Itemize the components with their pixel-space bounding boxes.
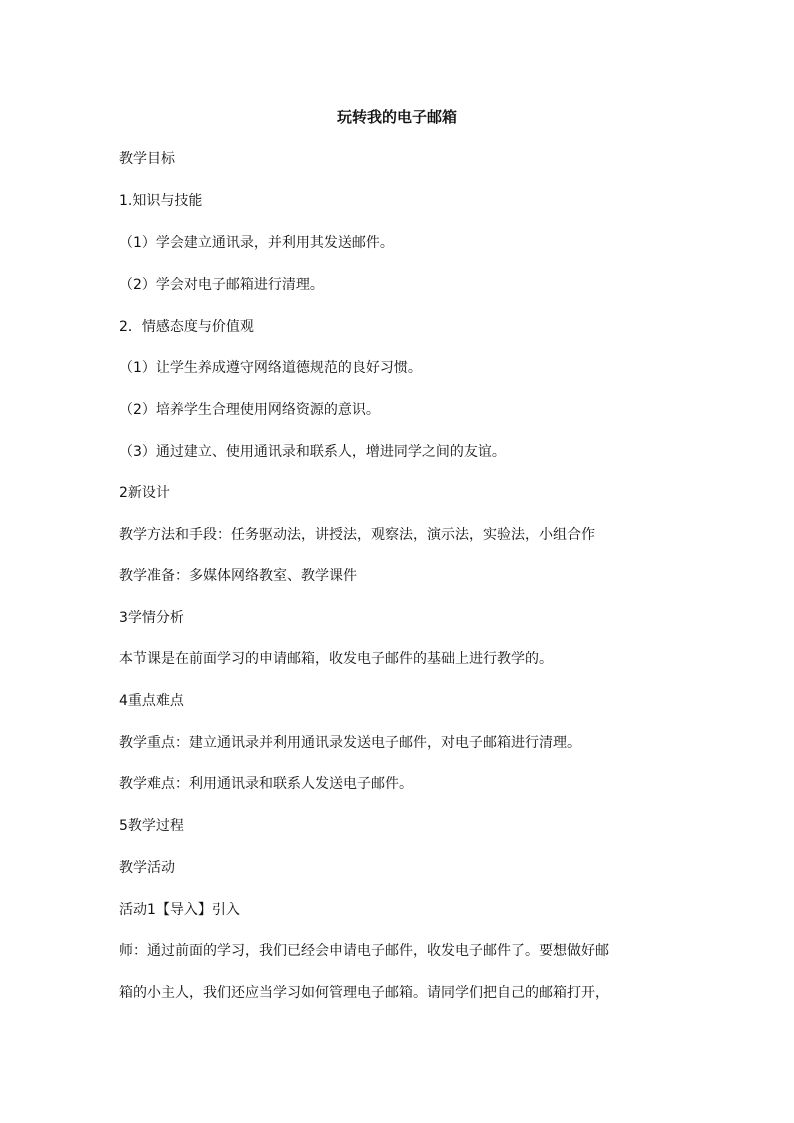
section-heading-student-analysis: 3学情分析 [119,610,184,626]
paragraph-line: 箱的小主人，我们还应当学习如何管理电子邮箱。请同学们把自己的邮箱打开， [119,985,609,1001]
subheading-attitude-values: 2．情感态度与价值观 [119,319,254,335]
paragraph-line: 教学方法和手段：任务驱动法，讲授法，观察法，演示法，实验法，小组合作 [119,527,595,543]
paragraph-line: （1）让学生养成遵守网络道德规范的良好习惯。 [119,360,422,376]
section-heading-new-design: 2新设计 [119,485,170,501]
section-heading-teaching-process: 5教学过程 [119,818,184,834]
paragraph-line: 教学难点：利用通讯录和联系人发送电子邮件。 [119,776,413,792]
section-heading-key-points: 4重点难点 [119,693,184,709]
activity-heading: 活动1【导入】引入 [119,902,240,918]
paragraph-line: 师：通过前面的学习，我们已经会申请电子邮件，收发电子邮件了。要想做好邮 [119,943,609,959]
paragraph-line: （1）学会建立通讯录，并利用其发送邮件。 [119,235,394,251]
paragraph-line: （3）通过建立、使用通讯录和联系人，增进同学之间的友谊。 [119,444,506,460]
section-heading-teaching-goals: 教学目标 [119,151,175,167]
subheading-teaching-activities: 教学活动 [119,860,175,876]
paragraph-line: 教学准备：多媒体网络教室、教学课件 [119,568,357,584]
paragraph-line: 本节课是在前面学习的申请邮箱，收发电子邮件的基础上进行教学的。 [119,651,553,667]
paragraph-line: （2）学会对电子邮箱进行清理。 [119,277,324,293]
paragraph-line: （2）培养学生合理使用网络资源的意识。 [119,402,380,418]
document-title: 玩转我的电子邮箱 [336,108,457,126]
subheading-knowledge-skills: 1.知识与技能 [119,193,203,209]
paragraph-line: 教学重点：建立通讯录并利用通讯录发送电子邮件，对电子邮箱进行清理。 [119,735,581,751]
